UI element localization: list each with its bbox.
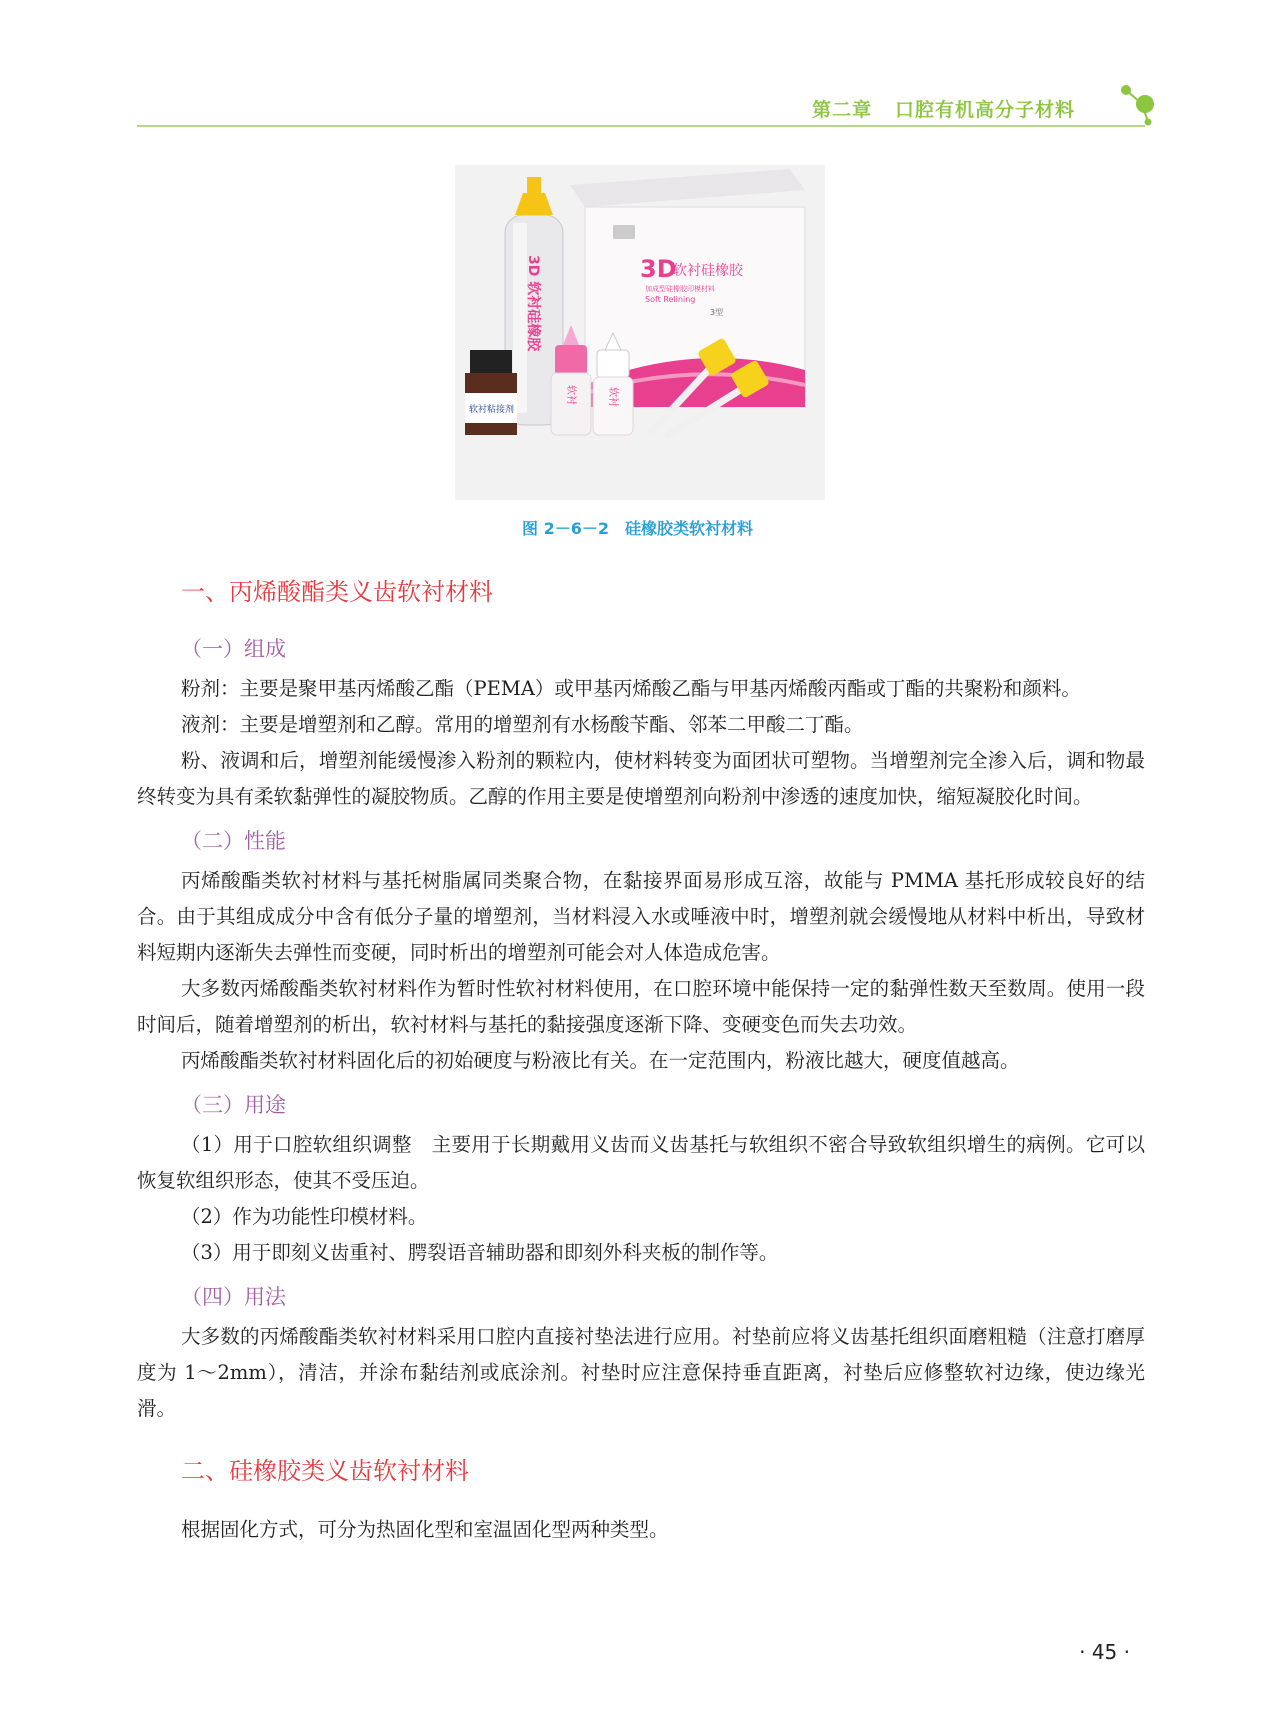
adhesive-bottle — [465, 350, 517, 435]
paragraph: 粉、液调和后，增塑剂能缓慢渗入粉剂的颗粒内，使材料转变为面团状可塑物。当增塑剂完全渗入后，调和物最终转变为具有柔软黏弹性的凝胶物质。乙醇的作用主要是使增塑剂向粉剂中渗透的速度加快，缩短凝胶化时间。 — [137, 749, 1145, 808]
box-logo: 3D — [640, 255, 677, 283]
box-english-name: Soft Relining — [645, 295, 696, 304]
chapter-title: 口腔有机高分子材料 — [894, 99, 1075, 121]
paragraph: 根据固化方式，可分为热固化型和室温固化型两种类型。 — [181, 1518, 669, 1541]
list-item: （3）用于即刻义齿重衬、腭裂语音辅助器和即刻外科夹板的制作等。 — [181, 1241, 779, 1264]
subsection-heading: （二）性能 — [181, 829, 286, 853]
subsection-heading: （三）用途 — [181, 1093, 286, 1117]
paragraph: 大多数丙烯酸酯类软衬材料作为暂时性软衬材料使用，在口腔环境中能保持一定的黏弹性数天至数周。使用一段时间后，随着增塑剂的析出，软衬材料与基托的黏接强度逐渐下降、变硬变色而失去功效。 — [137, 977, 1145, 1036]
subsection-heading: （四）用法 — [181, 1285, 286, 1309]
running-header — [812, 95, 1075, 122]
main-content — [137, 560, 1145, 1548]
list-item: （1）用于口腔软组织调整 主要用于长期戴用义齿而义齿基托与软组织不密合导致软组织增生的病例。它可以恢复软组织形态，使其不受压迫。 — [137, 1133, 1145, 1192]
paragraph: 大多数的丙烯酸酯类软衬材料采用口腔内直接衬垫法进行应用。衬垫前应将义齿基托组织面磨粗糙（注意打磨厚度为 1～2mm），清洁，并涂布黏结剂或底涂剂。衬垫时应注意保持垂直距离，衬垫后应修整软衬边缘，使边缘光滑。 — [137, 1325, 1145, 1420]
header-rule — [137, 125, 1145, 127]
adhesive-bottle-label: 软衬粘接剂 — [469, 405, 515, 415]
page-number: · 45 · — [1079, 1640, 1130, 1664]
section-heading: 二、硅橡胶类义齿软衬材料 — [181, 1457, 469, 1485]
box-product-name: 软衬硅橡胶 — [673, 263, 743, 279]
box-subtitle: 加成型硅橡胶印模材料 — [645, 285, 715, 293]
paragraph: 粉剂：主要是聚甲基丙烯酸乙酯（PEMA）或甲基丙烯酸乙酯与甲基丙烯酸丙酯或丁酯的共聚粉和颜料。 — [181, 677, 1081, 700]
white-bottle-label: 软衬 — [607, 387, 618, 407]
header-molecule-icon — [1118, 82, 1160, 126]
subsection-heading: （一）组成 — [181, 637, 286, 661]
figure-caption: 图 2－6－2 硅橡胶类软衬材料 — [522, 519, 753, 538]
product-photo — [455, 165, 825, 500]
cartridge-label: 3D 软衬硅橡胶 — [525, 255, 541, 352]
paragraph: 丙烯酸酯类软衬材料固化后的初始硬度与粉液比有关。在一定范围内，粉液比越大，硬度值越高。 — [181, 1049, 1020, 1072]
chapter-label: 第二章 — [812, 99, 873, 121]
pink-bottle-label: 软衬 — [565, 385, 576, 405]
paragraph: 丙烯酸酯类软衬材料与基托树脂属同类聚合物，在黏接界面易形成互溶，故能与 PMMA 基托形成较良好的结合。由于其组成成分中含有低分子量的增塑剂，当材料浸入水或唾液中时，增塑剂就会缓慢地从材料中析出，导致材料短期内逐渐失去弹性而变硬，同时析出的增塑剂可能会对人体造成危害。 — [137, 869, 1145, 964]
section-heading: 一、丙烯酸酯类义齿软衬材料 — [181, 578, 493, 606]
list-item: （2）作为功能性印模材料。 — [181, 1205, 428, 1228]
paragraph: 液剂：主要是增塑剂和乙醇。常用的增塑剂有水杨酸苄酯、邻苯二甲酸二丁酯。 — [181, 713, 864, 736]
box-type: 3型 — [710, 308, 724, 317]
